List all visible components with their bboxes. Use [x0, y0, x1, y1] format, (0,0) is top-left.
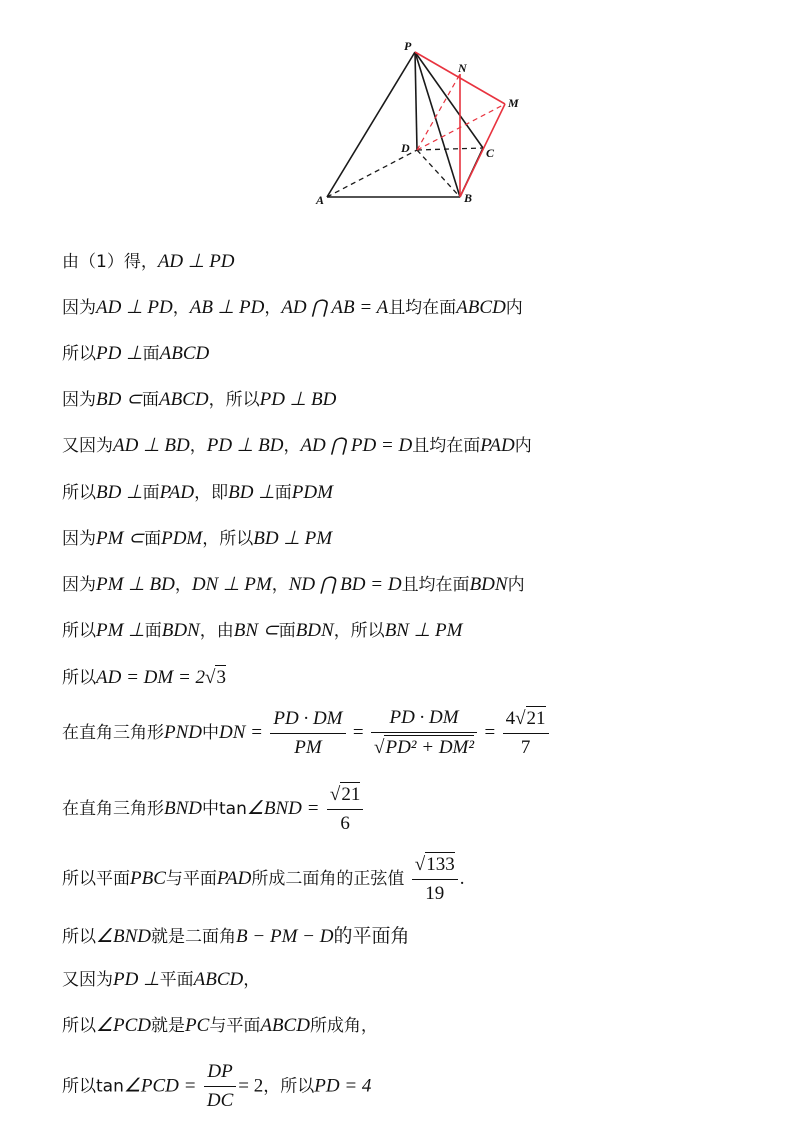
fraction-2: $\frac{PD \cdot DM}{\text{√PD² + DM²}}$ — [371, 706, 477, 760]
edge-MB — [460, 104, 505, 197]
line-11: 在直角三角形PND中DN = $\frac{PD \cdot DM}{PM}$ = $\frac{PD \cdot DM}{\text{√PD² + DM²}}$ = $\frac{4√21}{7}$ — [62, 706, 551, 760]
label-D: D — [401, 141, 410, 155]
line-4: 因为BD ⊂面ABCD，所以PD ⊥ BD — [62, 389, 337, 410]
line-9: 所以PM ⊥面BDN，由BN ⊂面BDN，所以BN ⊥ PM — [62, 620, 463, 641]
fraction-sine: $\frac{√133}{19}$ — [412, 852, 458, 906]
label-A: A — [316, 193, 325, 207]
fraction-tan-pcd: $\frac{DP}{DC}$ — [204, 1060, 236, 1113]
line-2: 因为AD ⊥ PD，AB ⊥ PD，AD ⋂ AB = A且均在面ABCD内 — [62, 297, 523, 318]
edge-PA — [327, 52, 415, 197]
line-15: 又因为PD ⊥平面ABCD， — [62, 969, 261, 990]
edge-DM — [417, 104, 505, 150]
line-3: 所以PD ⊥面ABCD — [62, 343, 210, 364]
line-1: 由（1）得，AD ⊥ PD — [62, 251, 235, 272]
label-B: B — [464, 191, 473, 205]
line-17: 所以tan∠PCD = $\frac{DP}{DC}$ = 2，所以PD = 4 — [62, 1061, 372, 1111]
line-10: 所以AD = DM = 2√3 — [62, 667, 226, 688]
label-P: P — [404, 39, 412, 53]
label-C: C — [486, 146, 495, 160]
fraction-3: $\frac{4√21}{7}$ — [503, 706, 549, 760]
line-12: 在直角三角形BND中tan∠BND = $\frac{√21}{6}$ — [62, 782, 365, 836]
line-14: 所以∠BND就是二面角B − PM − D的平面角 — [62, 925, 410, 947]
line-13: 所以平面PBC与平面PAD所成二面角的正弦值 $\frac{√133}{19}$ . — [62, 854, 465, 904]
line-7: 因为PM ⊂面PDM，所以BD ⊥ PM — [62, 528, 333, 549]
line-16: 所以∠PCD就是PC与平面ABCD所成角， — [62, 1015, 378, 1036]
edge-PC — [415, 52, 483, 148]
line-8: 因为PM ⊥ BD，DN ⊥ PM，ND ⋂ BD = D且均在面BDN内 — [62, 574, 525, 595]
label-M: M — [508, 96, 519, 110]
edge-DB — [417, 150, 460, 197]
fraction-tan-bnd: $\frac{√21}{6}$ — [327, 782, 363, 836]
edge-DC — [417, 148, 483, 150]
line-5: 又因为AD ⊥ BD，PD ⊥ BD，AD ⋂ PD = D且均在面PAD内 — [62, 435, 532, 456]
edge-PD — [415, 52, 417, 150]
pyramid-figure — [300, 30, 540, 220]
line-6: 所以BD ⊥面PAD，即BD ⊥面PDM — [62, 482, 333, 503]
fraction-1: $\frac{PD \cdot DM}{PM}$ — [270, 707, 345, 760]
label-N: N — [458, 61, 467, 75]
